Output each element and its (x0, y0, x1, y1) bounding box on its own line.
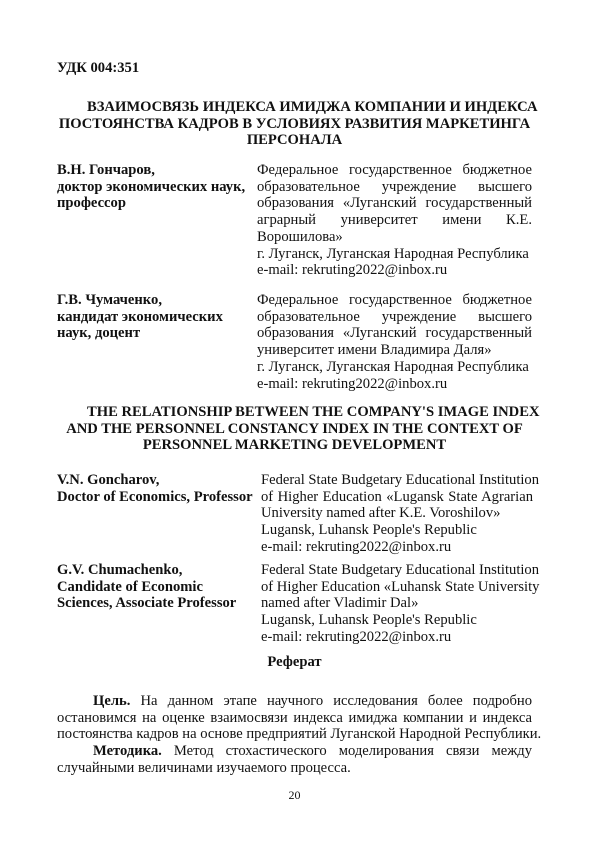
author-name (57, 292, 223, 342)
page-number: 20 (57, 787, 532, 804)
method-line: случайными величинами изучаемого процесса. (57, 760, 532, 777)
affiliation-line: г. Луганск, Луганская Народная Республика (257, 359, 532, 376)
title-line: ПОСТОЯНСТВА КАДРОВ В УСЛОВИЯХ РАЗВИТИЯ МАРКЕТИНГА (57, 116, 532, 133)
title-en (57, 404, 532, 454)
author-line: кандидат экономических (57, 309, 223, 326)
author-line: Г.В. Чумаченко, (57, 292, 223, 309)
author-line: Sciences, Associate Professor (57, 595, 236, 612)
affiliation-line: Федеральное государственное бюджетное (257, 292, 532, 309)
goal-line: остановимся на оценке взаимосвязи индекса имиджа компании и индекса (57, 710, 532, 727)
author-line: наук, доцент (57, 325, 223, 342)
title-line: ПЕРСОНАЛА (57, 132, 532, 149)
author-name (57, 162, 245, 212)
author-affiliation (257, 162, 532, 279)
affiliation-line: University named after K.E. Voroshilov» (261, 505, 533, 522)
goal-line: постоянства кадров на основе предприятий Луганской Народной Республики. (57, 726, 532, 743)
goal-label: Цель. (93, 693, 130, 709)
email: e-mail: rekruting2022@inbox.ru (261, 629, 533, 646)
title-line: AND THE PERSONNEL CONSTANCY INDEX IN THE CONTEXT OF (57, 421, 532, 438)
author-affiliation (261, 472, 533, 556)
author-affiliation (261, 562, 533, 646)
abstract-goal (57, 693, 532, 777)
title-line: THE RELATIONSHIP BETWEEN THE COMPANY'S IMAGE INDEX (57, 404, 532, 421)
email: e-mail: rekruting2022@inbox.ru (261, 539, 533, 556)
affiliation-line: г. Луганск, Луганская Народная Республика (257, 246, 532, 263)
title-line: ВЗАИМОСВЯЗЬ ИНДЕКСА ИМИДЖА КОМПАНИИ И ИНДЕКСА (57, 99, 532, 116)
method-line: Метод стохастического моделирования связи между (162, 743, 532, 759)
affiliation-line: образовательное учреждение высшего (257, 179, 532, 196)
affiliation-line: Lugansk, Luhansk People's Republic (261, 612, 533, 629)
author-name (57, 472, 253, 505)
affiliation-line: of Higher Education «Lugansk State Agrarian (261, 489, 533, 506)
title-line: PERSONNEL MARKETING DEVELOPMENT (57, 437, 532, 454)
abstract-heading: Реферат (57, 654, 532, 671)
affiliation-line: университет имени Владимира Даля» (257, 342, 532, 359)
affiliation-line: образовательное учреждение высшего (257, 309, 532, 326)
udk-code: УДК 004:351 (57, 60, 139, 77)
affiliation-line: аграрный университет имени К.Е. (257, 212, 532, 229)
affiliation-line: Federal State Budgetary Educational Institution (261, 562, 533, 579)
affiliation-line: of Higher Education «Luhansk State University (261, 579, 533, 596)
affiliation-line: named after Vladimir Dal» (261, 595, 533, 612)
author-line: Candidate of Economic (57, 579, 236, 596)
author-name (57, 562, 236, 612)
author-line: G.V. Chumachenko, (57, 562, 236, 579)
author-line: В.Н. Гончаров, (57, 162, 245, 179)
goal-line: На данном этапе научного исследования более подробно (130, 693, 532, 709)
author-line: профессор (57, 195, 245, 212)
affiliation-line: образования «Луганский государственный (257, 195, 532, 212)
email: e-mail: rekruting2022@inbox.ru (257, 376, 532, 393)
affiliation-line: Federal State Budgetary Educational Institution (261, 472, 533, 489)
method-label: Методика. (93, 743, 162, 759)
title-ru (57, 99, 532, 149)
author-affiliation (257, 292, 532, 392)
author-line: доктор экономических наук, (57, 179, 245, 196)
affiliation-line: Федеральное государственное бюджетное (257, 162, 532, 179)
author-line: Doctor of Economics, Professor (57, 489, 253, 506)
affiliation-line: Ворошилова» (257, 229, 532, 246)
email: e-mail: rekruting2022@inbox.ru (257, 262, 532, 279)
affiliation-line: образования «Луганский государственный (257, 325, 532, 342)
author-line: V.N. Goncharov, (57, 472, 253, 489)
affiliation-line: Lugansk, Luhansk People's Republic (261, 522, 533, 539)
